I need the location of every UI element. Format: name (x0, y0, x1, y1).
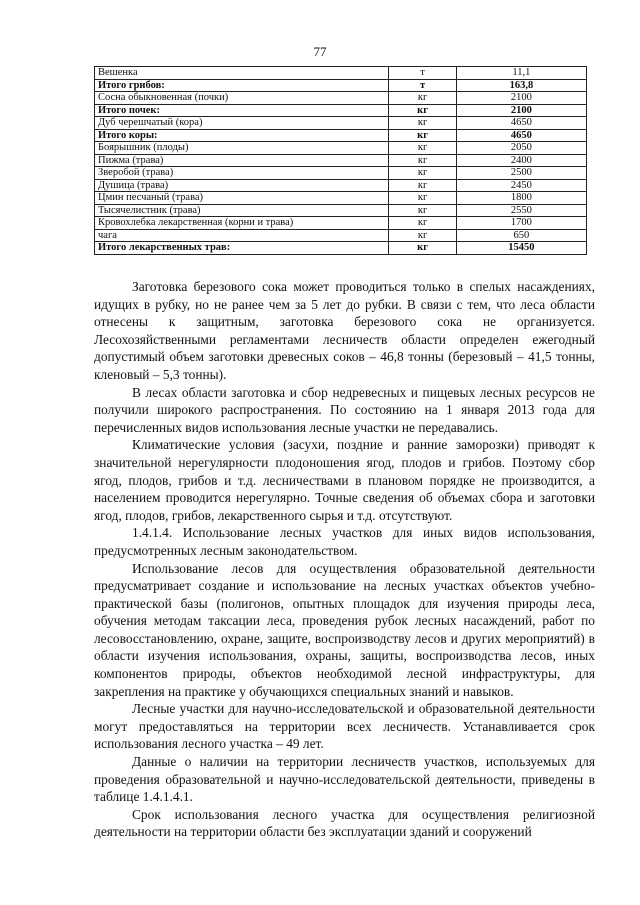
value-cell: 1700 (456, 217, 586, 230)
unit-cell: кг (389, 167, 457, 180)
body-text (94, 278, 595, 841)
table-row (95, 142, 587, 155)
resource-name-cell: Дуб черешчатый (кора) (95, 117, 389, 130)
paragraph: Климатические условия (засухи, поздние и ранние заморозки) приводят к значительной нерегулярности плодоношения ягод, плодов и грибов. Поэтому сбор ягод, плодов, грибов и т.д. лесничествами в плановом порядке не производится, а населением проводится нерегулярно. Точные сведения об объемах сбора и заготовки ягод, плодов, грибов, лекарственного сырья и т.д. отсутствуют. (94, 437, 595, 523)
resource-name-cell: Зверобой (трава) (95, 167, 389, 180)
resource-name-cell: Итого почек: (95, 104, 389, 117)
value-cell: 2400 (456, 154, 586, 167)
resource-name-cell: Итого коры: (95, 129, 389, 142)
unit-cell: кг (389, 117, 457, 130)
table-total-row (95, 242, 587, 255)
unit-cell: т (389, 67, 457, 80)
value-cell: 4650 (456, 117, 586, 130)
table-row (95, 92, 587, 105)
resources-table (94, 66, 587, 255)
paragraph: Данные о наличии на территории лесничеств участков, используемых для проведения образовательной и научно-исследовательской деятельности, приведены в таблице 1.4.1.4.1. (94, 754, 595, 805)
table-row (95, 154, 587, 167)
table-row (95, 179, 587, 192)
paragraph: Лесные участки для научно-исследовательской и образовательной деятельности могут предоставляться на территории всех лесничеств. Устанавливается срок использования лесного участка – 49 лет. (94, 701, 595, 752)
paragraph: Заготовка березового сока может проводиться только в спелых насаждениях, идущих в рубку, но не ранее чем за 5 лет до рубки. В связи с тем, что леса области отнесены к защитным, заготовка березового сока не организуется. Лесохозяйственными регламентами лесничеств области определен ежегодный допустимый объем заготовки древесных соков – 46,8 тонны (березовый – 41,5 тонны, кленовый – 5,3 тонны). (94, 279, 595, 382)
value-cell: 2100 (456, 92, 586, 105)
value-cell: 1800 (456, 192, 586, 205)
value-cell: 2550 (456, 204, 586, 217)
unit-cell: кг (389, 179, 457, 192)
unit-cell: кг (389, 154, 457, 167)
resource-name-cell: Тысячелистник (трава) (95, 204, 389, 217)
resource-name-cell: Душица (трава) (95, 179, 389, 192)
table-total-row (95, 79, 587, 92)
table-row (95, 167, 587, 180)
value-cell: 2050 (456, 142, 586, 155)
paragraph: В лесах области заготовка и сбор недревесных и пищевых лесных ресурсов не получили широкого распространения. По состоянию на 1 января 2013 года для перечисленных видов использования лесные участки не передавались. (94, 384, 595, 435)
resource-name-cell: Цмин песчаный (трава) (95, 192, 389, 205)
unit-cell: кг (389, 104, 457, 117)
unit-cell: т (389, 79, 457, 92)
paragraph: Использование лесов для осуществления образовательной деятельности предусматривает создание и использование на лесных участках объектов учебно-практической базы (полигонов, опытных площадок для изучения природы леса, обучения методам таксации леса, проведения рубок лесных насаждений, работ по лесовосстановлению, охране, защите, воспроизводству лесов и других мероприятий) в области изучения использования, охраны, защиты, воспроизводства лесов, иных компонентов природы, объектов необходимой лесной инфраструктуры, для закрепления на практике у обучающихся специальных знаний и навыков. (94, 560, 595, 699)
paragraph: 1.4.1.4. Использование лесных участков для иных видов использования, предусмотренных лесным законодательством. (94, 525, 595, 558)
resource-name-cell: Сосна обыкновенная (почки) (95, 92, 389, 105)
value-cell: 15450 (456, 242, 586, 255)
paragraph: Срок использования лесного участка для осуществления религиозной деятельности на территории области без эксплуатации зданий и сооружений (94, 806, 595, 840)
resource-name-cell: чага (95, 229, 389, 242)
resource-name-cell: Боярышник (плоды) (95, 142, 389, 155)
resource-name-cell: Итого грибов: (95, 79, 389, 92)
table-total-row (95, 104, 587, 117)
page-number: 77 (313, 44, 327, 59)
resource-name-cell: Пижма (трава) (95, 154, 389, 167)
value-cell: 2500 (456, 167, 586, 180)
unit-cell: кг (389, 217, 457, 230)
value-cell: 2450 (456, 179, 586, 192)
unit-cell: кг (389, 142, 457, 155)
value-cell: 163,8 (456, 79, 586, 92)
value-cell: 650 (456, 229, 586, 242)
value-cell: 11,1 (456, 67, 586, 80)
unit-cell: кг (389, 229, 457, 242)
resource-name-cell: Итого лекарственных трав: (95, 242, 389, 255)
value-cell: 4650 (456, 129, 586, 142)
unit-cell: кг (389, 192, 457, 205)
table-row (95, 217, 587, 230)
resource-name-cell: Вешенка (95, 67, 389, 80)
resource-name-cell: Кровохлебка лекарственная (корни и трава) (95, 217, 389, 230)
table-total-row (95, 129, 587, 142)
table-row (95, 67, 587, 80)
value-cell: 2100 (456, 104, 586, 117)
unit-cell: кг (389, 242, 457, 255)
table-row (95, 192, 587, 205)
unit-cell: кг (389, 129, 457, 142)
unit-cell: кг (389, 92, 457, 105)
table-row (95, 117, 587, 130)
table-row (95, 204, 587, 217)
unit-cell: кг (389, 204, 457, 217)
table-row (95, 229, 587, 242)
